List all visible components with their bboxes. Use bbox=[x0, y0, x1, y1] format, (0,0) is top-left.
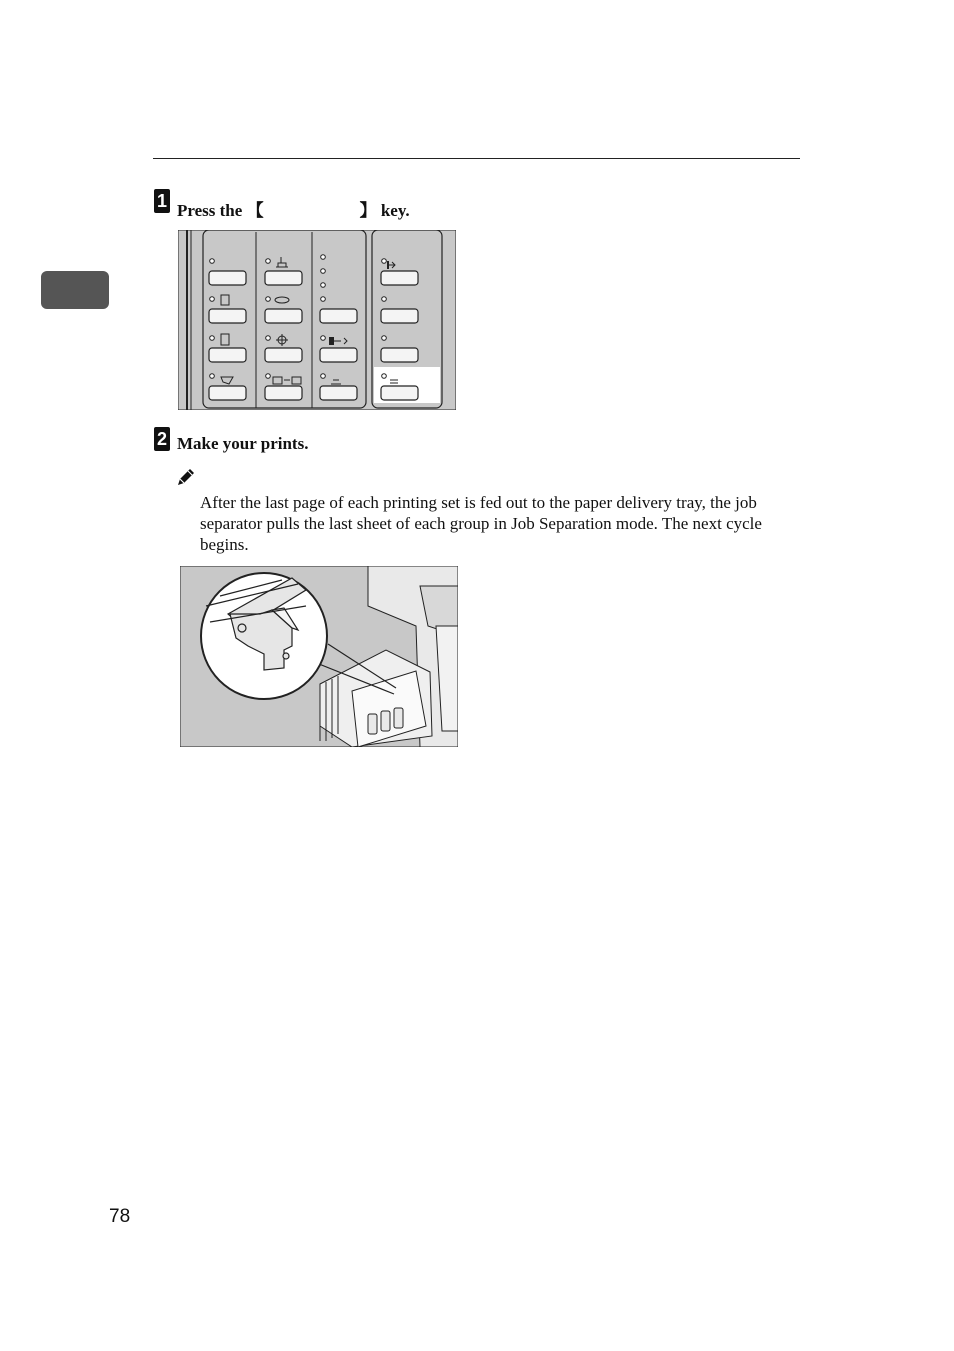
step-2-instruction: Make your prints. bbox=[177, 434, 309, 453]
step-number-2: 2 bbox=[154, 427, 170, 451]
page-number: 78 bbox=[109, 1206, 131, 1227]
chapter-tab bbox=[41, 271, 109, 309]
job-separator-illustration bbox=[180, 566, 458, 747]
step-1-text-before: Press the bbox=[177, 201, 247, 220]
step-number-1: 1 bbox=[154, 189, 170, 213]
note-text: After the last page of each printing set is fed out to the paper delivery tray, the job separator pulls the last sheet of each group in Job Separation mode. The next cycle begins. bbox=[200, 493, 762, 554]
close-bracket: 】 bbox=[359, 201, 377, 220]
pencil-note-icon bbox=[176, 467, 196, 487]
step-1-instruction bbox=[177, 196, 410, 221]
top-rule bbox=[153, 158, 800, 159]
open-bracket: 【 bbox=[246, 201, 264, 220]
step-1-text-after: key. bbox=[376, 201, 410, 220]
operation-panel-illustration bbox=[178, 230, 456, 410]
